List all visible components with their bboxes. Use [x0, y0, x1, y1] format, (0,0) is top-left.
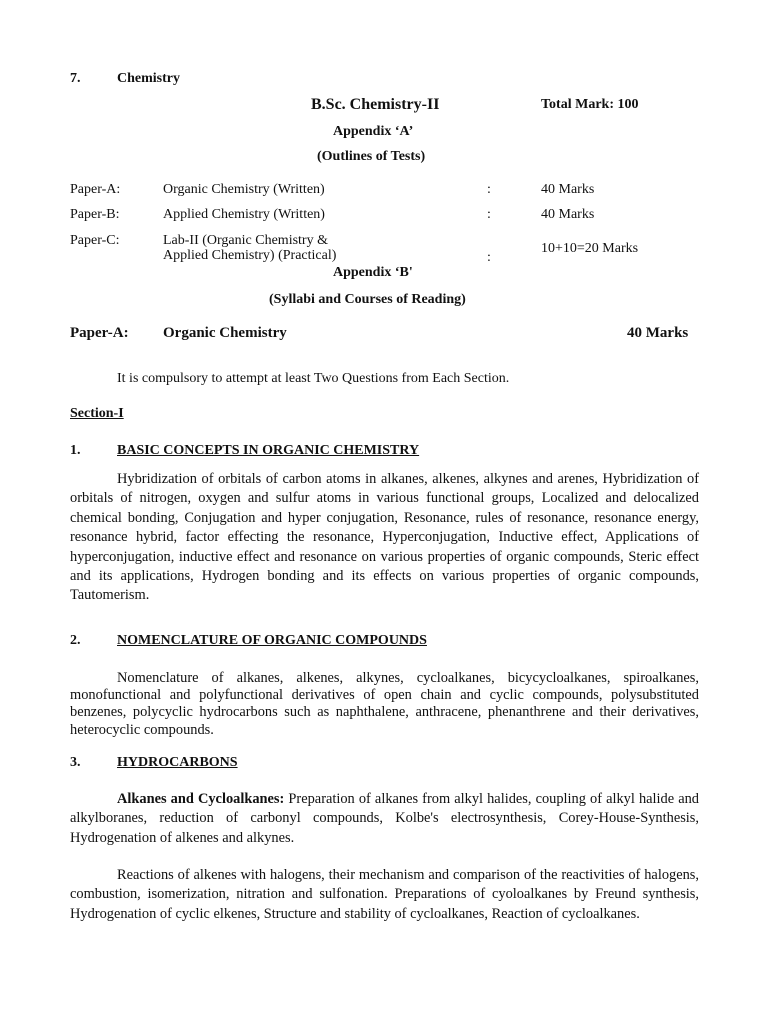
paper-a-title: Organic Chemistry — [163, 325, 287, 341]
section-heading: Section-I — [70, 406, 124, 421]
topic-body: Preparation of alkanes from alkyl halides, coupling of alkyl halide and alkylboranes, reduction of carbonyl compounds, Kolbe's electrosynthesis, Corey-House-Synthesis, Hydrogenation of alkenes and alkynes. — [70, 791, 700, 846]
subject-title: Chemistry — [117, 71, 180, 86]
test-paper: Paper-C: — [70, 233, 120, 248]
appendix-b-title: Appendix ‘B' — [333, 265, 413, 280]
topic-heading: NOMENCLATURE OF ORGANIC COMPOUNDS — [117, 633, 427, 648]
paper-a-label: Paper-A: — [70, 325, 129, 341]
topic-body: Nomenclature of alkanes, alkenes, alkynes, cycloalkanes, bicycycloalkanes, spiroalkanes, monofunctional and polyfunctional derivatives of open chain and cyclic compounds, polysubstituted benzenes, polycyclic hydrocarbons such as naphthalene, anthracene, phenanthrene and their derivatives, heterocyclic compounds. — [70, 670, 699, 738]
item-number: 7. — [70, 71, 81, 86]
appendix-a-title: Appendix ‘A’ — [333, 124, 414, 139]
topic-number: 3. — [70, 755, 81, 770]
appendix-b-subtitle: (Syllabi and Courses of Reading) — [269, 292, 466, 307]
topic-number: 2. — [70, 633, 81, 648]
total-mark: Total Mark: 100 — [541, 97, 639, 112]
test-separator: : — [487, 182, 491, 197]
test-marks: 10+10=20 Marks — [541, 241, 639, 256]
topic-heading: BASIC CONCEPTS IN ORGANIC CHEMISTRY — [117, 443, 420, 458]
test-marks: 40 Marks — [541, 182, 595, 197]
test-separator: : — [487, 250, 491, 265]
test-separator: : — [487, 207, 491, 222]
topic-body: Hybridization of orbitals of carbon atoms in alkanes, alkenes, alkynes and arenes, Hybridization of orbitals of nitrogen, oxygen and sulfur atoms in various functional groups, Localized and delocalized chemical bonding, Conjugation and hyper conjugation, Resonance, rules of resonance, resonance energy, resonance hybrid, factor effecting the resonance, Hyperconjugation, Inductive effect, Applications of hyperconjugation, inductive effect and resonance on various properties of organic compounds, Steric effect and its applications, Hydrogen bonding and its effects on various properties of organic compounds, Tautomerism. — [70, 471, 699, 604]
paper-a-marks: 40 Marks — [627, 325, 689, 341]
test-title-line2: Applied Chemistry) (Practical) — [163, 248, 337, 263]
instruction-text: It is compulsory to attempt at least Two Questions from Each Section. — [117, 371, 510, 386]
test-paper: Paper-B: — [70, 207, 120, 222]
test-title: Applied Chemistry (Written) — [163, 207, 325, 222]
topic-body-2: Reactions of alkenes with halogens, their mechanism and comparison of the reactivities of halogens, combustion, isomerization, nitration and sulfonation. Preparations of cyoloalkanes by Freund synthesis, Hydrogenation of cyclic elkenes, Structure and stability of cycloalkanes, Reaction of cycloalkanes. — [70, 867, 699, 922]
topic-paragraph — [70, 790, 699, 848]
test-title-line1: Lab-II (Organic Chemistry & — [163, 233, 328, 248]
test-marks: 40 Marks — [541, 207, 595, 222]
topic-heading: HYDROCARBONS — [117, 755, 238, 770]
topic-number: 1. — [70, 443, 81, 458]
test-title: Organic Chemistry (Written) — [163, 182, 325, 197]
test-paper: Paper-A: — [70, 182, 121, 197]
course-title: B.Sc. Chemistry-II — [311, 96, 440, 113]
topic-lead: Alkanes and Cycloalkanes: — [117, 791, 285, 807]
appendix-a-subtitle: (Outlines of Tests) — [317, 149, 426, 164]
